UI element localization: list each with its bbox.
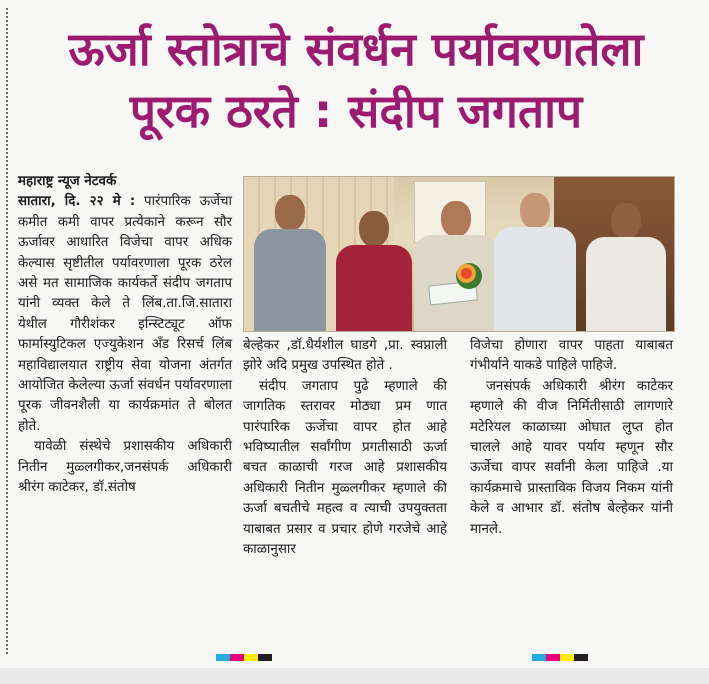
photo-person-3 (414, 201, 498, 331)
registration-black (258, 654, 272, 661)
column-1-paragraph-2: यावेळी संस्थेचे प्रशासकीय अधिकारी नितीन मुळ्लगीकर,जनसंपर्क अधिकारी श्रीरंग काटेकर, डॉ.संतोष (18, 439, 232, 496)
photo-person-head (275, 195, 305, 231)
registration-yellow (244, 654, 258, 661)
column-2-paragraph-2: संदीप जगताप पुढे म्हणाले की जागतिक स्तरावर मोठ्या प्रम णात पारंपारिक ऊर्जेचा वापर होत आहे भविष्यातील सर्वांगीण प्रगतीसाठी ऊर्जा बचत काळाची गरज आहे प्रशासकीय अधिकारी नितीन मुळ्लगीकर म्हणाले की ऊर्जा बचतीचे महत्व व त्याची उपयुक्तता याबाबत प्रसार व प्रचार होणे गरजेचे आहे काळानुसार (243, 378, 447, 558)
headline-line-1: ऊर्जा स्तोत्राचे संवर्धन पर्यावरणतेला (68, 22, 644, 76)
page-bottom-margin (0, 668, 709, 684)
photo-person-head (611, 203, 641, 239)
byline: महाराष्ट्र न्यूज नेटवर्क (18, 174, 117, 189)
registration-black (574, 654, 588, 661)
article-column-2 (243, 336, 447, 560)
headline (16, 18, 696, 142)
photo-person-head (359, 211, 389, 247)
photo-person-head (520, 193, 550, 229)
registration-cyan (216, 654, 230, 661)
photo-person-1 (254, 195, 326, 331)
photo-person-body (336, 245, 412, 331)
headline-line-2: पूरक ठरते : संदीप जगताप (129, 84, 583, 138)
photo-person-body (586, 237, 666, 331)
photo-bouquet (456, 263, 482, 289)
photo-person-5 (586, 203, 666, 331)
article-column-3 (470, 336, 673, 540)
registration-yellow (560, 654, 574, 661)
column-2-paragraph-1: बेल्हेकर ,डॉ.धैर्यशील घाडगे ,प्रा. स्वप्नाली झोरे अदि प्रमुख उपस्थित होते . (243, 338, 447, 374)
column-3-paragraph-1: विजेचा होणारा वापर पाहता याबाबत गंभीर्याने याकडे पाहिले पाहिजे. (470, 338, 673, 374)
registration-marks-left (216, 654, 272, 661)
event-photo (243, 176, 675, 332)
photo-person-head (441, 201, 471, 237)
photo-person-4 (494, 193, 576, 331)
photo-person-2 (336, 211, 412, 331)
registration-magenta (230, 654, 244, 661)
registration-marks-right (532, 654, 588, 661)
registration-cyan (532, 654, 546, 661)
dateline: सातारा, दि. २२ मे : (18, 194, 136, 210)
lead-paragraph (18, 192, 232, 437)
lead-text: पारंपारिक ऊर्जेचा कमीत कमी वापर प्रत्येकाने करून सौर ऊर्जावर आधारित विजेचा वापर अधिक केल्यास सृष्टीतील पर्यावरणाला पूरक ठरेल असे मत सामाजिक कार्यकर्ते संदीप जगताप यांनी व्यक्त केले ते लिंब.ता.जि.सातारा येथील गौरीशंकर इन्स्टिट्यूट ऑफ फार्मास्युटिकल एज्युकेशन अँड रिसर्च लिंब महाविद्यालयात राष्ट्रीय सेवा योजना अंतर्गत आयोजित केलेल्या ऊर्जा संवर्धन पर्यावरणाला पूरक जीवनशैली या कार्यक्रमांत ते बोलत होते. (18, 194, 232, 434)
registration-magenta (546, 654, 560, 661)
photo-person-body (254, 229, 326, 331)
article-column-1 (18, 172, 232, 499)
dotted-column-rule (6, 8, 8, 654)
column-3-paragraph-2: जनसंपर्क अधिकारी श्रीरंग काटेकर म्हणाले की वीज निर्मितीसाठी लागणारे मटेरियल काळाच्या ओघात लुप्त होत चालले आहे यावर पर्याय म्हणून सौर ऊर्जेचा वापर सर्वांनी केला पाहिजे .या कार्यक्रमाचे प्रास्ताविक विजय निकम यांनी केले व आभार डॉ. संतोष बेल्हेकर यांनी मानले. (470, 378, 673, 537)
photo-person-body (494, 227, 576, 331)
